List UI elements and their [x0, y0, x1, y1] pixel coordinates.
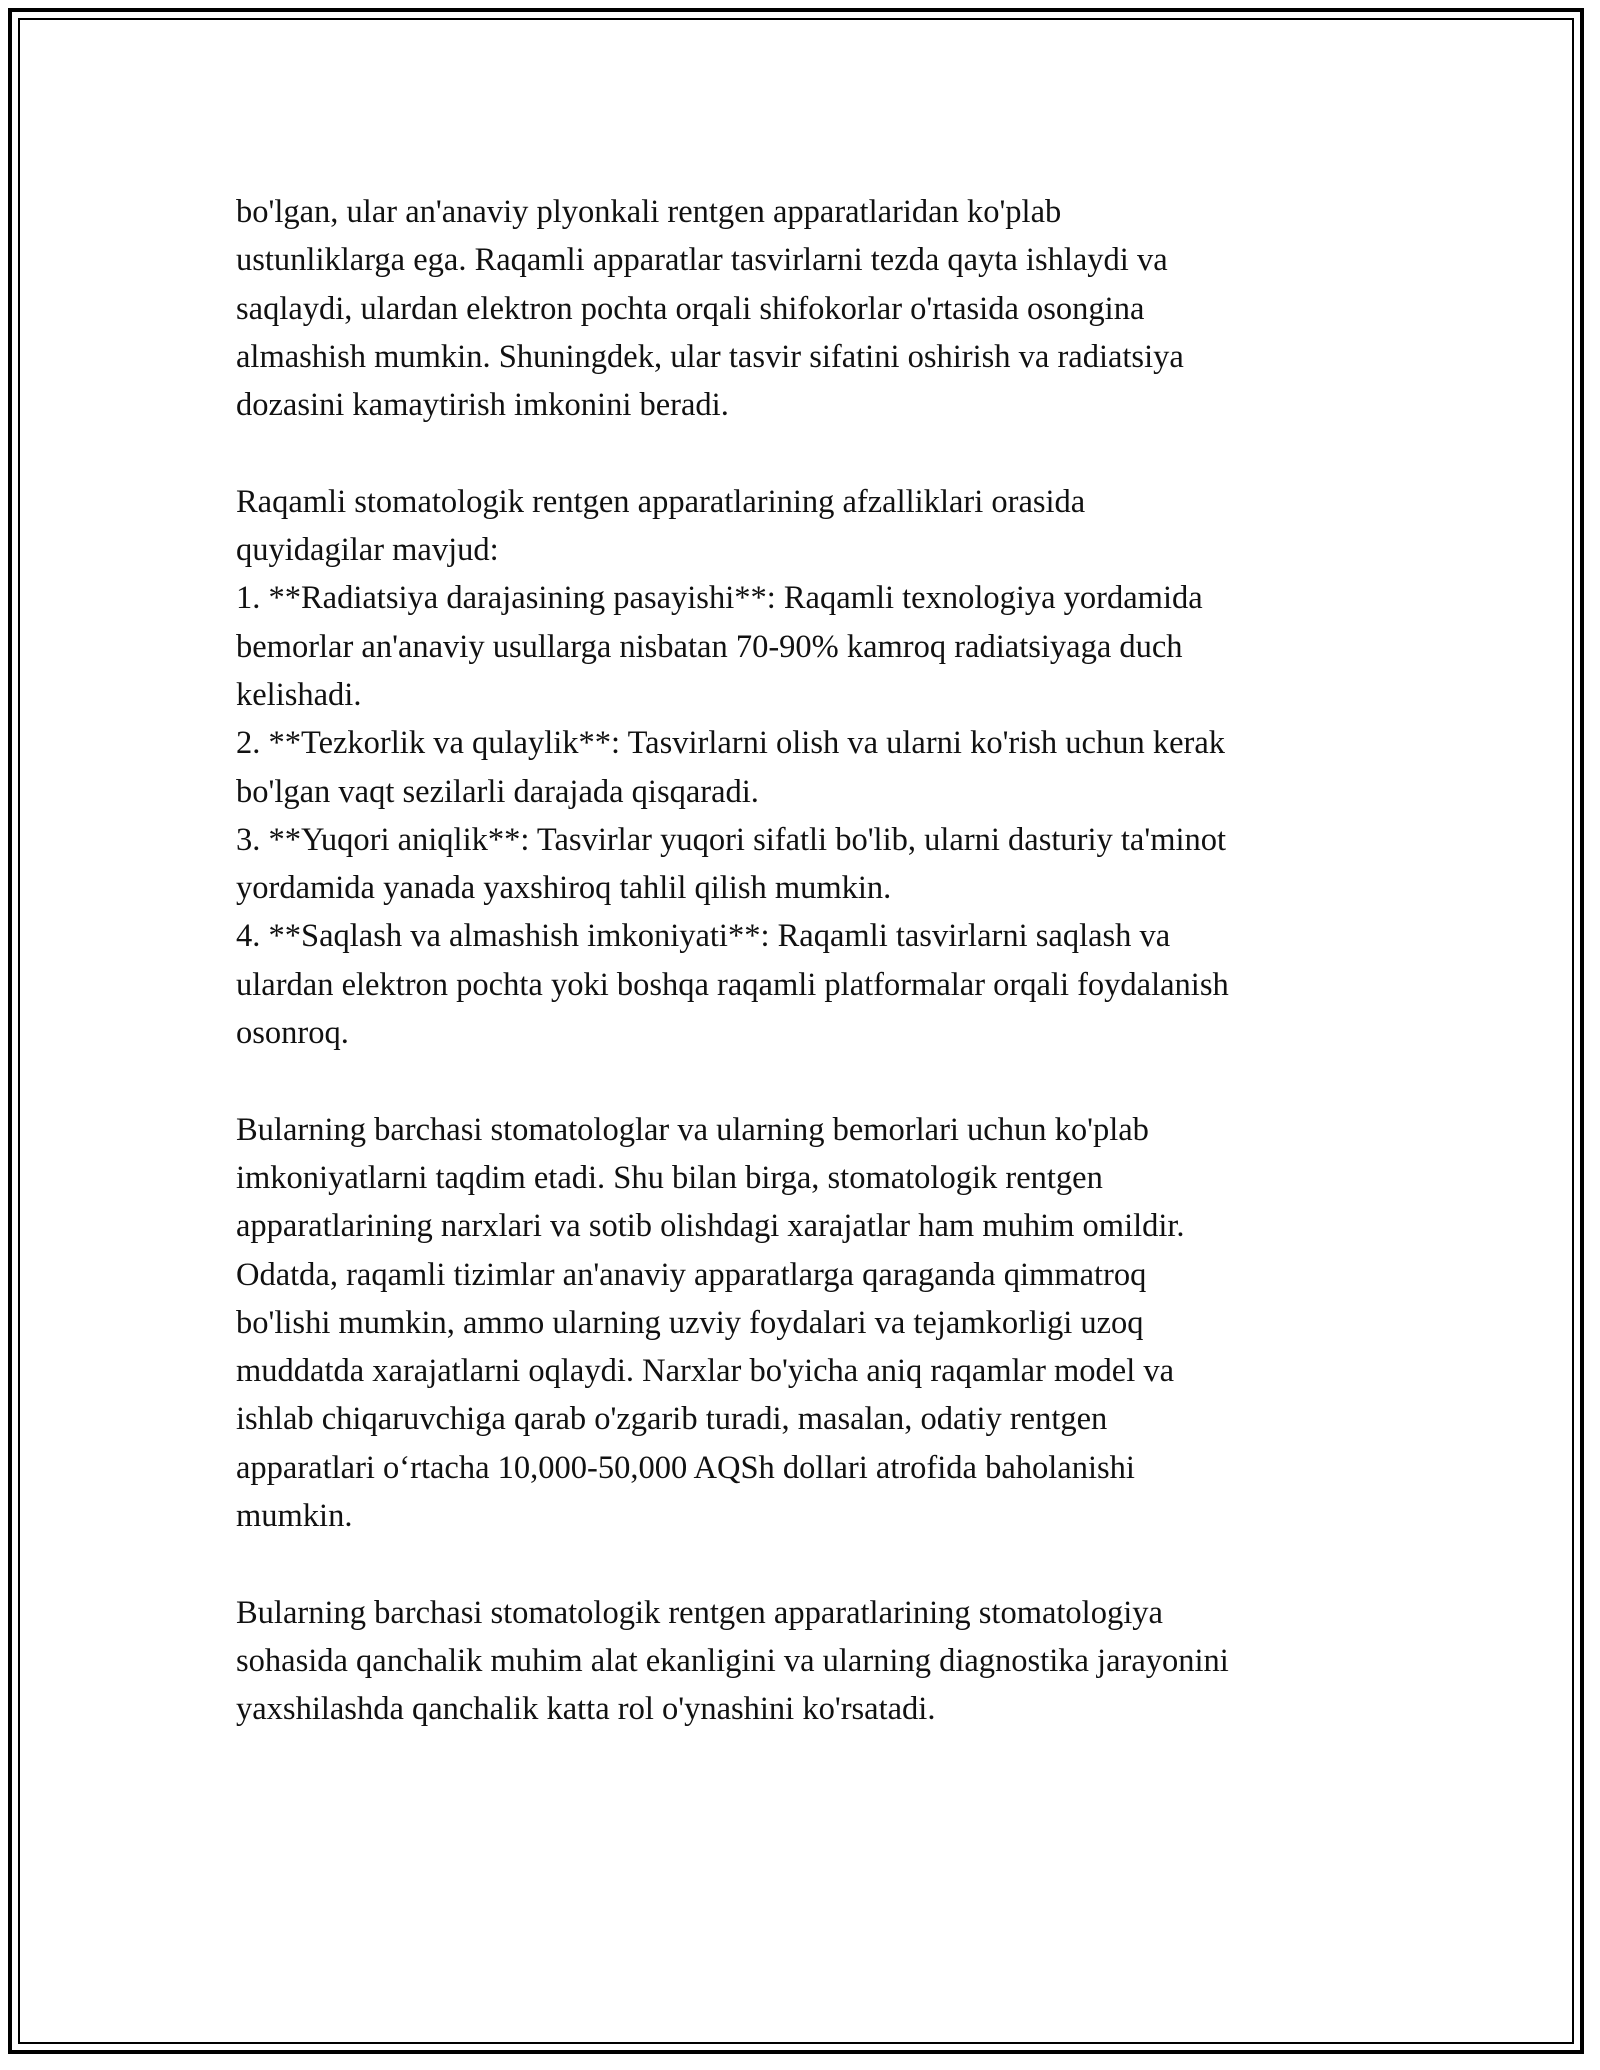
paragraph-4 [236, 1589, 1376, 1734]
text-line: muddatda xarajatlarni oqlaydi. Narxlar bo'yicha aniq raqamlar model va [236, 1353, 1175, 1390]
paragraph-1 [236, 188, 1376, 429]
text-line: almashish mumkin. Shuningdek, ular tasvir sifatini oshirish va radiatsiya [236, 338, 1184, 375]
list-item-line: 1. **Radiatsiya darajasining pasayishi**: Raqamli texnologiya yordamida [236, 580, 1203, 617]
text-line: dozasini kamaytirish imkonini beradi. [236, 387, 729, 424]
text-line: bo'lgan, ular an'anaviy plyonkali rentgen apparatlaridan ko'plab [236, 194, 1062, 230]
paragraph-spacer [236, 1057, 1376, 1105]
paragraph-spacer [236, 429, 1376, 477]
list-item-line: yordamida yanada yaxshiroq tahlil qilish mumkin. [236, 870, 892, 907]
text-line: apparatlarining narxlari va sotib olishdagi xarajatlar ham muhim omildir. [236, 1208, 1185, 1245]
list-item-line: kelishadi. [236, 676, 362, 713]
document-body [236, 188, 1376, 1734]
paragraph-2 [236, 478, 1376, 1058]
text-line: yaxshilashda qanchalik katta rol o'ynashini ko'rsatadi. [236, 1691, 936, 1728]
text-line: sohasida qanchalik muhim alat ekanligini va ularning diagnostika jarayonini [236, 1642, 1229, 1679]
text-line: Bularning barchasi stomatologik rentgen apparatlarining stomatologiya [236, 1594, 1163, 1631]
list-item-line: 3. **Yuqori aniqlik**: Tasvirlar yuqori sifatli bo'lib, ularni dasturiy ta'minot [236, 821, 1227, 858]
list-item-line: bemorlar an'anaviy usullarga nisbatan 70-90% kamroq radiatsiyaga duch [236, 628, 1183, 665]
list-item-line: 2. **Tezkorlik va qulaylik**: Tasvirlarni olish va ularni ko'rish uchun kerak [236, 725, 1226, 762]
text-line: Odatda, raqamli tizimlar an'anaviy apparatlarga qaraganda qimmatroq [236, 1256, 1147, 1293]
text-line: ustunliklarga ega. Raqamli apparatlar tasvirlarni tezda qayta ishlaydi va [236, 242, 1168, 279]
text-line: ishlab chiqaruvchiga qarab o'zgarib turadi, masalan, odatiy rentgen [236, 1401, 1108, 1438]
list-item-line: bo'lgan vaqt sezilarli darajada qisqaradi. [236, 773, 759, 810]
list-item-line: osonroq. [236, 1015, 349, 1052]
list-item-line: 4. **Saqlash va almashish imkoniyati**: Raqamli tasvirlarni saqlash va [236, 918, 1171, 955]
text-line: quyidagilar mavjud: [236, 532, 499, 569]
text-line: saqlaydi, ulardan elektron pochta orqali shifokorlar o'rtasida osongina [236, 290, 1145, 327]
list-item-line: ulardan elektron pochta yoki boshqa raqamli platformalar orqali foydalanish [236, 966, 1229, 1003]
paragraph-spacer [236, 1540, 1376, 1588]
text-line: imkoniyatlarni taqdim etadi. Shu bilan birga, stomatologik rentgen [236, 1159, 1103, 1196]
text-line: mumkin. [236, 1498, 353, 1535]
text-line: apparatlari o‘rtacha 10,000-50,000 AQSh dollari atrofida baholanishi [236, 1449, 1135, 1486]
text-line: bo'lishi mumkin, ammo ularning uzviy foydalari va tejamkorligi uzoq [236, 1304, 1144, 1341]
paragraph-3 [236, 1106, 1376, 1541]
text-line: Raqamli stomatologik rentgen apparatlarining afzalliklari orasida [236, 483, 1086, 520]
text-line: Bularning barchasi stomatologlar va ularning bemorlari uchun ko'plab [236, 1111, 1149, 1148]
